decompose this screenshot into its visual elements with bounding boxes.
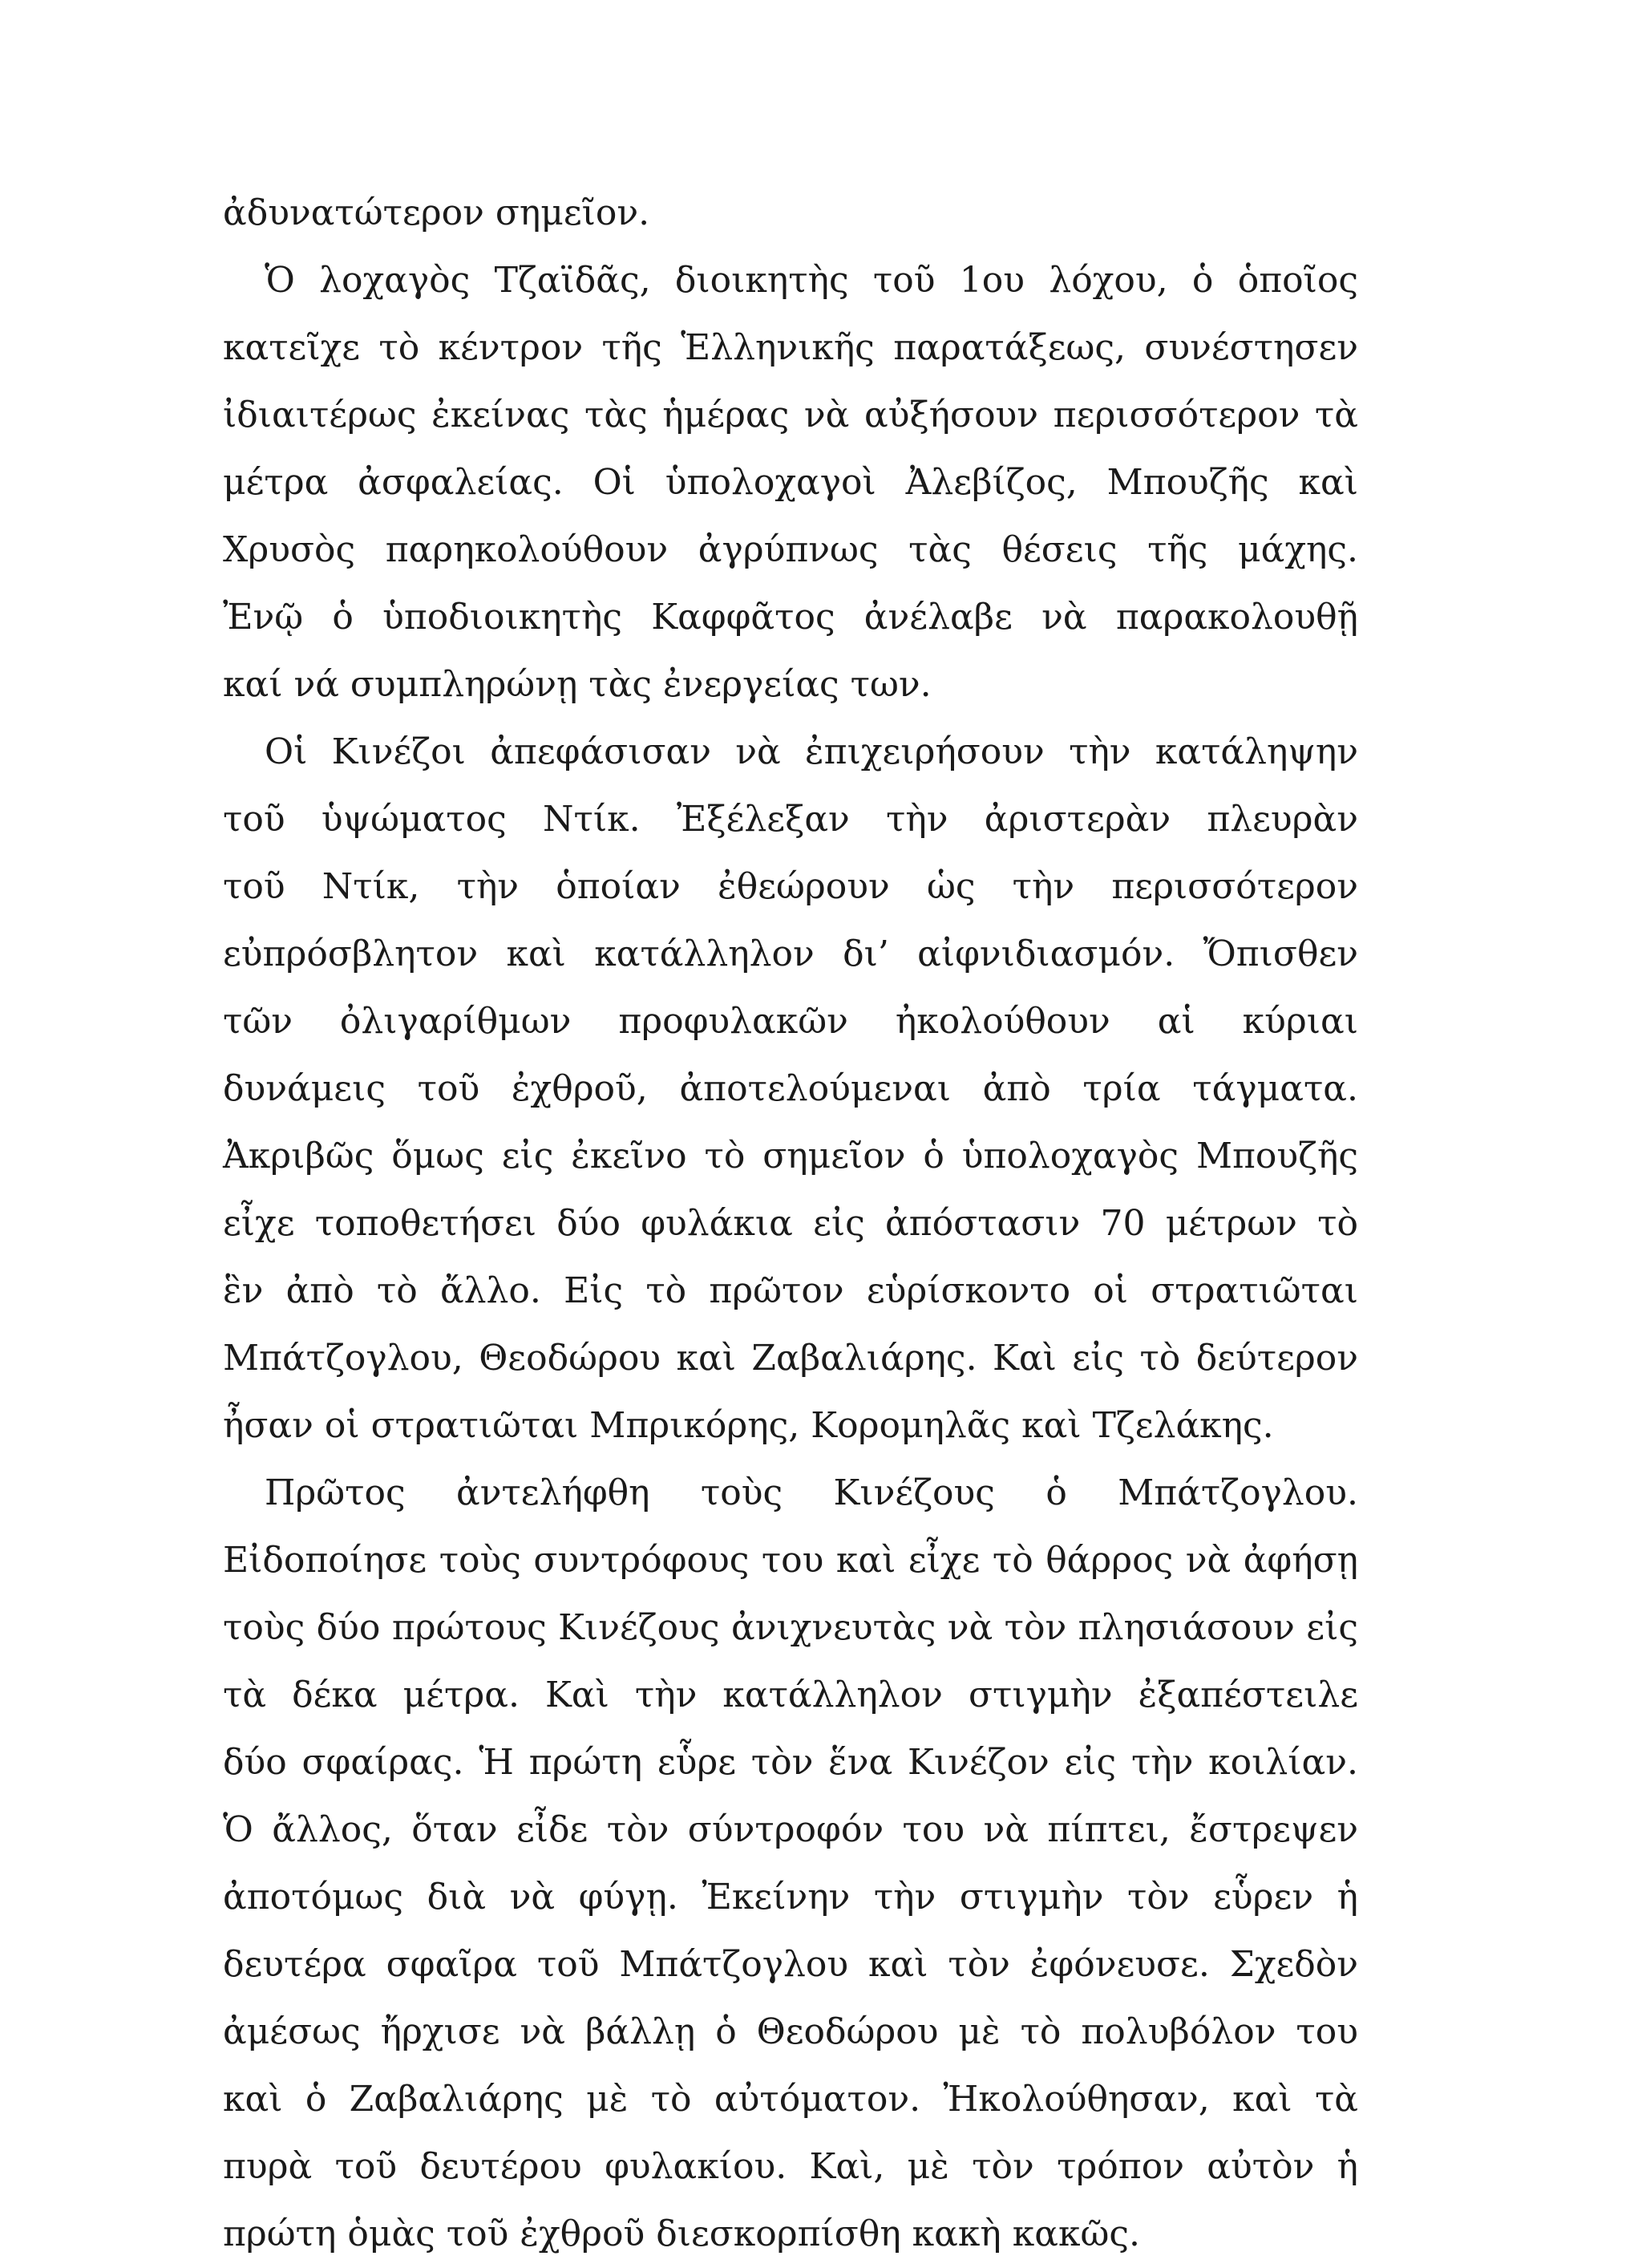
- text-line: μέτρα ἀσφαλείας. Οἱ ὑπολοχαγοὶ Ἀλεβίζος, Μπουζῆς καὶ: [223, 462, 1358, 503]
- text-line: ἀδυνατώτερον σημεῖον.: [223, 192, 650, 233]
- paragraph: [223, 719, 1358, 1460]
- text-line: Μπάτζογλου, Θεοδώρου καὶ Ζαβαλιάρης. Καὶ εἰς τὸ δεύτερον: [223, 1338, 1358, 1379]
- text-line: τοῦ Ντίκ, τὴν ὁποίαν ἐθεώρουν ὡς τὴν περισσότερον: [223, 866, 1358, 907]
- text-line: τὰ δέκα μέτρα. Καὶ τὴν κατάλληλον στιγμὴν ἐξαπέστειλε: [223, 1675, 1358, 1715]
- paragraph: [223, 247, 1358, 719]
- text-line: καί νά συμπληρώνῃ τὰς ἐνεργείας των.: [223, 664, 932, 705]
- paragraph: [223, 1460, 1358, 2268]
- text-line: ἦσαν οἱ στρατιῶται Μπρικόρης, Κορομηλᾶς καὶ Τζελάκης.: [223, 1405, 1274, 1446]
- text-line: ἓν ἀπὸ τὸ ἄλλο. Εἰς τὸ πρῶτον εὑρίσκοντο οἱ στρατιῶται: [223, 1270, 1358, 1311]
- text-line: Χρυσὸς παρηκολούθουν ἀγρύπνως τὰς θέσεις τῆς μάχης.: [223, 529, 1358, 570]
- text-line: Ὁ ἄλλος, ὅταν εἶδε τὸν σύντροφόν του νὰ πίπτει, ἔστρεψεν: [223, 1809, 1358, 1850]
- text-line: Ἐνῷ ὁ ὑποδιοικητὴς Καφφᾶτος ἀνέλαβε νὰ παρακολουθῇ: [223, 597, 1358, 638]
- text-line: Ἀκριβῶς ὅμως εἰς ἐκεῖνο τὸ σημεῖον ὁ ὑπολοχαγὸς Μπουζῆς: [223, 1136, 1358, 1177]
- text-line: τοὺς δύο πρώτους Κινέζους ἀνιχνευτὰς νὰ τὸν πλησιάσουν εἰς: [223, 1607, 1358, 1648]
- text-line: Εἰδοποίησε τοὺς συντρόφους του καὶ εἶχε τὸ θάρρος νὰ ἀφήσῃ: [223, 1540, 1358, 1581]
- text-line: πυρὰ τοῦ δευτέρου φυλακίου. Καὶ, μὲ τὸν τρόπον αὐτὸν ἡ: [223, 2146, 1358, 2187]
- body-text: [223, 180, 1358, 2268]
- text-line: δυνάμεις τοῦ ἐχθροῦ, ἀποτελούμεναι ἀπὸ τρία τάγματα.: [223, 1068, 1358, 1109]
- text-line: ἀποτόμως διὰ νὰ φύγῃ. Ἐκείνην τὴν στιγμὴν τὸν εὗρεν ἡ: [223, 1877, 1358, 1918]
- text-line: τῶν ὀλιγαρίθμων προφυλακῶν ἠκολούθουν αἱ κύριαι: [223, 1001, 1358, 1042]
- text-line: δευτέρα σφαῖρα τοῦ Μπάτζογλου καὶ τὸν ἐφόνευσε. Σχεδὸν: [223, 1944, 1358, 1985]
- text-line: πρώτη ὁμὰς τοῦ ἐχθροῦ διεσκορπίσθη κακὴ κακῶς.: [223, 2213, 1140, 2254]
- text-line: ἰδιαιτέρως ἐκείνας τὰς ἡμέρας νὰ αὐξήσουν περισσότερον τὰ: [223, 395, 1358, 435]
- text-line: Ὁ λοχαγὸς Τζαϊδᾶς, διοικητὴς τοῦ 1ου λόχου, ὁ ὁποῖος: [265, 260, 1358, 301]
- text-line: κατεῖχε τὸ κέντρον τῆς Ἑλληνικῆς παρατάξεως, συνέστησεν: [223, 327, 1358, 368]
- text-line: εἶχε τοποθετήσει δύο φυλάκια εἰς ἀπόστασιν 70 μέτρων τὸ: [223, 1203, 1358, 1244]
- text-line: Οἱ Κινέζοι ἀπεφάσισαν νὰ ἐπιχειρήσουν τὴν κατάληψην: [265, 731, 1358, 772]
- text-line: δύο σφαίρας. Ἡ πρώτη εὗρε τὸν ἕνα Κινέζον εἰς τὴν κοιλίαν.: [223, 1742, 1358, 1783]
- text-line: Πρῶτος ἀντελήφθη τοὺς Κινέζους ὁ Μπάτζογλου.: [265, 1472, 1358, 1513]
- text-line: τοῦ ὑψώματος Ντίκ. Ἐξέλεξαν τὴν ἀριστερὰν πλευρὰν: [223, 799, 1358, 840]
- text-line: εὐπρόσβλητον καὶ κατάλληλον δι’ αἰφνιδιασμόν. Ὄπισθεν: [223, 934, 1358, 974]
- text-line: καὶ ὁ Ζαβαλιάρης μὲ τὸ αὐτόματον. Ἠκολούθησαν, καὶ τὰ: [223, 2079, 1358, 2120]
- paragraph: [223, 180, 1358, 247]
- text-line: ἀμέσως ἤρχισε νὰ βάλλῃ ὁ Θεοδώρου μὲ τὸ πολυβόλον του: [223, 2011, 1358, 2052]
